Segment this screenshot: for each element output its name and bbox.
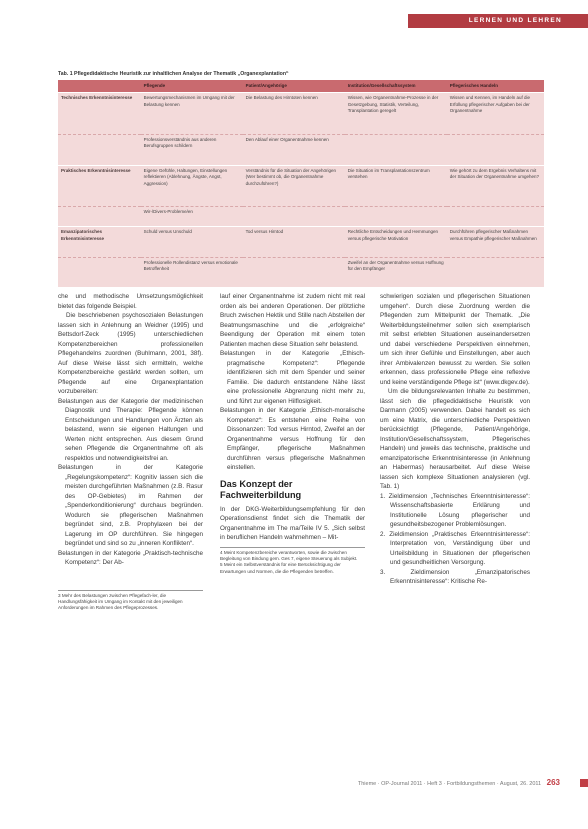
footer-accent-mark — [580, 779, 588, 787]
heuristic-table — [58, 80, 544, 287]
table-cell: Rechtliche Entscheidungen und Hemmungen versus pflegerische Motivation — [345, 226, 447, 257]
body-paragraph: schwierigen sozialen und pflegerischen Situationen umgehen“. Durch diese Zuordnung werden die Pflegenden zum Mittelpunkt der Thematik. „Die Weiterbildungsteilnehmer sollen sich exemplarisch mit selbst erlebten Situationen auseinandersetzen und dabei verschiedene Perspektiven einnehmen, um sich ihrer Gefühle und Einstellungen, aber auch ihrer Ambivalenzen bewusst zu werden. Sie sollen erkennen, dass professionelle Pflege eine reflexive und keine verständigende Pflege ist“ (www.dkgev.de). — [380, 293, 530, 386]
table-cell: Die Situation im Transplantationszentrum verstehen — [345, 165, 447, 207]
table-row — [58, 165, 544, 207]
numbered-item: 3. Zieldimension „Emanzipatorisches Erkenntnisinteresse“: Kritische Re- — [380, 568, 530, 585]
table-row — [58, 93, 544, 135]
numbered-item: 2. Zieldimension „Praktisches Erkenntnisinteresse“: Interpretation von, Verständigung über und Urteilsbildung in Situationen der pflegerischen und gesundheitlichen Versorgung. — [380, 530, 530, 566]
bullet-item: Belastungen in der Kategorie „Regelungskompetenz“: Kognitiv lassen sich die meisten durchgeführten Maßnahmen (z.B. Rasur des OP-Gebietes) im Rahmen der „Spenderkonditionierung“ durchaus begründen. Wodurch sie pflegerischen Maßnahmen begründet sind, z.B. Prophylaxen bei der Lagerung im OP durchführen. Sie hingegen begründet und sind so zu „inneren Konflikten“. — [58, 464, 203, 547]
table-cell: Wie gehört zu dem Ergebnis Verhaltens mit der Situation der Organentnahme umgehen? — [447, 165, 544, 207]
table-cell: Wissen und Kennen, im Handeln auf die Erfüllung pflegerischer Aufgaben bei der Organentnahme — [447, 93, 544, 135]
section-heading: Das Konzept der Fachweiterbildung — [220, 478, 302, 500]
numbered-item: 1. Zieldimension „Technisches Erkenntnisinteresse“: Wissenschaftsbasierte Erklärung und Institutionelle Lösung pflegerischer und gesundheitsbezogener Problemlösungen. — [380, 492, 530, 528]
bullet-item: Belastungen in der Kategorie „Ethisch-moralische Kompetenz“: Es entstehen eine Reihe von Dissonanzen: Tod versus Hirntod, Zweifel an der Organentnahme versus Hoffnung für den Empfänger, pflegerische Maßnahmen durchführen versus pflegerische Maßnahmen einstellen. — [220, 407, 365, 471]
bullet-item: Belastungen aus der Kategorie der medizinischen Diagnostik und Therapie: Pflegende können Entscheidungen und Handlungen von Ärzten als belastend, wenn sie eigenen Haltungen und Werten nicht entsprechen. Aus diesem Grund sehen Pflegende die Organentnahme oft als respektlos und notwendigkeitsfrei an. — [58, 397, 203, 462]
row-heading — [58, 207, 141, 227]
footnote: 3 Mehr des Belastungen zwischen Pflegefach-ler, die Handlungsfähigkeit im Umgang im Kontakt mit den jeweiligen Anforderungen im Rahmen des Pflegeprozesses. — [58, 590, 203, 612]
table-cell: Schuld versus Unschuld — [141, 226, 243, 257]
row-heading: Emanzipatorisches Erkenntnisinteresse — [58, 226, 141, 257]
table-row — [58, 257, 544, 287]
body-paragraph: Die beschriebenen psychosozialen Belastungen lassen sich in Anlehnung an Weidner (1995) und Bettsdorf-Zeck (1995) unterschiedlichen Kompetenzbereichen professionellen Pflegehandelns zuordnen (Buhlmann, 2001, 38f). Auf diese Weise lässt sich ermitteln, welche Kompetenzbereiche gestärkt werden sollten, um Pflegende auf eine Organexplantation vorzubereiten: — [58, 312, 203, 395]
table-cell: Durchführen pflegerischer Maßnahmen versus Empathie pflegerischer Maßnahmen — [447, 226, 544, 257]
row-heading: Technisches Erkenntnisinteresse — [58, 93, 141, 135]
table-cell: Zweifel an der Organentnahme versus Hoffnung für den Empfänger — [345, 257, 447, 287]
table-header-row — [58, 80, 544, 93]
section-header: LERNEN UND LEHREN — [408, 14, 588, 28]
row-heading — [58, 134, 141, 165]
table-cell: Professionelle Rollendistanz versus emotionale Betroffenheit — [141, 257, 243, 287]
row-heading — [58, 257, 141, 287]
body-paragraph: che und methodische Umsetzungsmöglichkeit bietet das folgende Beispiel. — [58, 293, 203, 310]
table-cell: Tod versus Hirntod — [243, 226, 345, 257]
table-cell — [447, 134, 544, 165]
table-cell: Verständnis für die Situation der Angehörigen (Wer bestimmt ob, die Organentnahme durchzuführen?) — [243, 165, 345, 207]
table-cell: Die Belastung des Hirntoten kennen — [243, 93, 345, 135]
page-footer — [358, 778, 560, 787]
page-number: 263 — [546, 778, 560, 787]
bullet-item: Belastungen in der Kategorie „Praktisch-technische Kompetenz“: Der Ab- — [58, 549, 203, 566]
table-header-cell: Pflegende — [141, 80, 243, 93]
text-column-2 — [220, 292, 365, 575]
table-cell — [243, 207, 345, 227]
footnote: 4 Meint Kompetenzbereiche verantworten, sowie die zwischen Begleitung von Bindung gem. Ges 7, eigene Steuerung als Subjekt. 5 Meint ein Selbstverständnis für eine Berücksichtigung der Erwartungen und Normen, die die Pflegenden betreffen. — [220, 547, 365, 576]
text-column-1 — [58, 292, 203, 612]
table-cell: Bewertungsmechanismen im Umgang mit der Belastung kennen — [141, 93, 243, 135]
journal-citation: Thieme · OP-Journal 2011 · Heft 3 · Fortbildungsthemen · August, 26. 2011 — [357, 781, 542, 787]
bullet-item: Belastungen in der Kategorie „Ethisch-pragmatische Kompetenz“: Pflegende identifizieren sich mit dem Spender und seiner Familie. Die dadurch entstandene Nähe lässt eine professionelle Abgrenzung nicht mehr zu, und führt zur eigenen Hilflosigkeit. — [220, 350, 365, 405]
table-cell: Eigene Gefühle, Haltungen, Einstellungen reflektieren (Ablehnung, Ängste, Angst, Aggression) — [141, 165, 243, 207]
table-cell — [345, 207, 447, 227]
body-paragraph: lauf einer Organentnahme ist zudem nicht mit real orden als bei anderen Operationen. Der plötzliche Bruch zwischen Hektik und Stille nach Abstellen der Beatmungsmaschine und die „erfolgreiche“ Beendigung der Operation mit einem toten Patienten machen diese Situation sehr belastend. — [220, 293, 365, 348]
table-cell: Wissen, wie Organentnahme-Prozesse in der Gesetzgebung, Statistik, Verteilung, Transplantation geregelt — [345, 93, 447, 135]
table-header-cell: Patient/Angehörige — [243, 80, 345, 93]
table-header-cell — [58, 80, 141, 93]
table-row — [58, 207, 544, 227]
row-heading: Praktisches Erkenntnisinteresse — [58, 165, 141, 207]
table-header-cell: Institution/Gesellschaftssystem — [345, 80, 447, 93]
table-cell: Den Ablauf einer Organentnahme kennen — [243, 134, 345, 165]
table-cell — [447, 207, 544, 227]
table-cell — [447, 257, 544, 287]
table-row — [58, 134, 544, 165]
table-row — [58, 226, 544, 257]
table-caption: Tab. 1 Pflegedidaktische Heuristik zur inhaltlichen Analyse der Thematik „Organexplantation“ — [58, 71, 289, 77]
text-column-3 — [380, 292, 530, 587]
body-paragraph: Um die bildungsrelevanten Inhalte zu bestimmen, lässt sich die pflegedidaktische Heuristik von Darmann (2005) verwenden. Dabei handelt es sich um eine Matrix, die unterschiedliche Perspektiven berücksichtigt (Pflegende, Patient/Angehörige, Institution/Gesellschaftssystem, Pflegerisches Handeln) und jeweils das technische, praktische und emanzipatorische Erkenntnisinteresse (in Anlehnung an Habermas) herausarbeitet. Auf diese Weise lassen sich komplexe Situationen analysieren (vgl. Tab. 1) — [380, 388, 530, 490]
body-paragraph: In der DKG-Weiterbildungsempfehlung für den Operationsdienst findet sich die Thematik der Organentnahme im The ma/Teile IV 5. „Sich selbst in beruflichen Handeln wahrnehmen – Mit- — [220, 505, 365, 541]
table-cell — [345, 134, 447, 165]
table-header-cell: Pflegerisches Handeln — [447, 80, 544, 93]
table-cell: Wir-/Divers-Probleme/en — [141, 207, 243, 227]
table-cell — [243, 257, 345, 287]
table-cell: Professionsverständnis aus anderen Berufsgruppen schildern — [141, 134, 243, 165]
